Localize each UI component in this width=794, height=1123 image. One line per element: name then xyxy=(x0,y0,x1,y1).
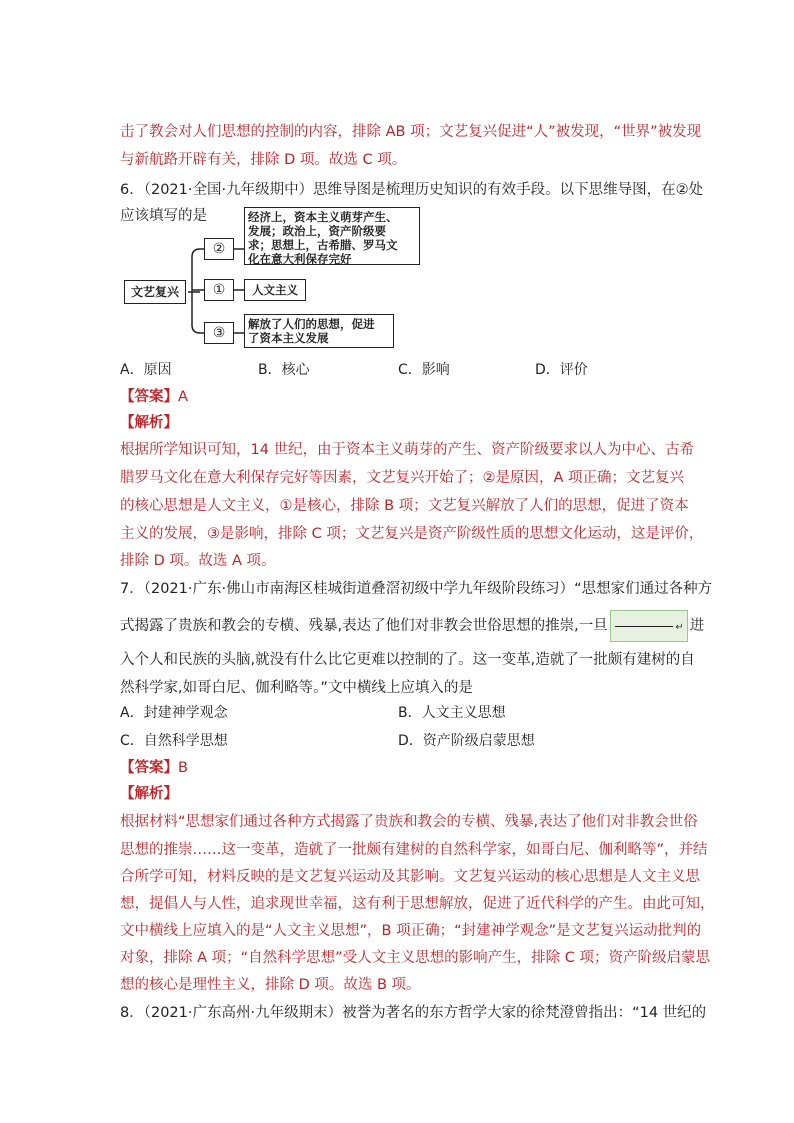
q6-option-b: B．核心 xyxy=(258,362,310,378)
mind-map-figure xyxy=(120,205,420,355)
mind-map-node-2: ② xyxy=(204,238,234,260)
q7-option-b: B．人文主义思想 xyxy=(398,705,506,721)
return-mark-icon: ↵ xyxy=(675,622,684,633)
q7-analysis-line-2: 思想的推崇……这一变革，造就了一批颇有建树的自然科学家，如哥白尼、伽利略等”，并结 xyxy=(120,842,708,858)
q7-stem-line-2 xyxy=(120,610,705,642)
q6-analysis-label: 【解析】 xyxy=(120,415,178,431)
q7-analysis-line-6: 对象，排除 A 项；“自然科学思想”受人文主义思想的影响产生，排除 C 项；资产阶级启蒙思 xyxy=(120,950,711,966)
q7-analysis-line-1: 根据材料“思想家们通过各种方式揭露了贵族和教会的专横、残暴,表达了他们对非教会世俗 xyxy=(120,814,698,830)
q6-analysis-line-2: 腊罗马文化在意大利保存完好等因素，文艺复兴开始了；②是原因，A 项正确；文艺复兴 xyxy=(120,470,685,486)
mind-map-node-1: ① xyxy=(204,279,234,301)
q6-analysis-line-1: 根据所学知识可知，14 世纪，由于资本主义萌芽的产生、资产阶级要求以人为中心、古希 xyxy=(120,442,695,458)
q6-answer-label: 【答案】 xyxy=(120,389,178,405)
q6-option-d: D．评价 xyxy=(535,362,588,378)
mind-map-root: 文艺复兴 xyxy=(124,280,186,304)
q7-option-a: A．封建神学观念 xyxy=(120,705,228,721)
q7-answer-label: 【答案】 xyxy=(120,760,178,776)
q7-analysis-line-4: 想，提倡人与人性，追求现世幸福，这有利于思想解放，促进了近代科学的产生。由此可知， xyxy=(120,896,715,912)
mind-map-box-causes-line-3: 求；思想上，古希腊、罗马文 xyxy=(248,238,398,252)
mind-map-box-causes-line-1: 经济上，资本主义萌芽产生、 xyxy=(248,210,398,224)
q7-stem-line-1: 7．（2021·广东·佛山市南海区桂城街道叠滘初级中学九年级阶段练习）“思想家们通过各种方 xyxy=(120,581,713,597)
mind-map-box-causes-line-4: 化在意大利保存完好 xyxy=(248,252,352,266)
q6-answer-value: A xyxy=(178,389,188,405)
q6-stem-line-1: 6．（2021·全国·九年级期中）思维导图是梳理历史知识的有效手段。以下思维导图，在②处 xyxy=(120,182,704,198)
q7-option-c: C．自然科学思想 xyxy=(120,733,228,749)
q6-analysis-line-5: 排除 D 项。故选 A 项。 xyxy=(120,553,276,569)
q7-analysis-line-3: 合所学可知，材料反映的是文艺复兴运动及其影响。文艺复兴运动的核心思想是人文主义思 xyxy=(120,869,700,885)
q7-answer xyxy=(120,758,680,778)
carryover-line-1: 击了教会对人们思想的控制的内容，排除 AB 项；文艺复兴促进“人”被发现，“世界”被发现 xyxy=(120,124,702,140)
q6-option-c: C．影响 xyxy=(398,362,450,378)
mind-map-node-3: ③ xyxy=(204,322,234,344)
q6-answer xyxy=(120,387,680,407)
mind-map-box-impact-line-2: 了资本主义发展 xyxy=(248,331,329,345)
mind-map-box-impact-line-1: 解放了人们的思想，促进 xyxy=(248,317,375,331)
q7-analysis-line-7: 想的核心是理性主义，排除 D 项。故选 B 项。 xyxy=(120,977,421,993)
mind-map-box-causes-line-2: 发展；政治上，资产阶级要 xyxy=(248,224,386,238)
q7-option-d: D．资产阶级启蒙思想 xyxy=(398,733,535,749)
q7-stem-line-2-a: 式揭露了贵族和教会的专横、残暴,表达了他们对非教会世俗思想的推崇,一旦 xyxy=(120,618,608,634)
q7-stem-line-4: 然科学家,如哥白尼、伽利略等。”文中横线上应填入的是 xyxy=(120,680,473,696)
q7-fill-blank xyxy=(610,610,688,642)
q7-analysis-line-5: 文中横线上应填入的是“人文主义思想”，B 项正确；“封建神学观念”是文艺复兴运动批判的 xyxy=(120,923,702,939)
q7-analysis-label: 【解析】 xyxy=(120,786,178,802)
q6-stem-line-2: 应该填写的是 xyxy=(120,208,207,224)
mind-map-box-causes xyxy=(244,207,420,265)
q6-analysis-line-4: 主义的发展，③是影响，排除 C 项；文艺复兴是资产阶级性质的思想文化运动，这是评价， xyxy=(120,526,704,542)
q7-answer-value: B xyxy=(178,760,188,776)
q6-analysis-line-3: 的核心思想是人文主义，①是核心，排除 B 项；文艺复兴解放了人们的思想，促进了资本 xyxy=(120,498,689,514)
q7-stem-line-2-b: 进 xyxy=(689,618,705,634)
q8-stem-line-1: 8．（2021·广东高州·九年级期末）被誉为著名的东方哲学大家的徐梵澄曾指出：“14 世纪的 xyxy=(120,1005,707,1021)
mind-map-box-core: 人文主义 xyxy=(244,279,306,301)
q7-stem-line-3: 入个人和民族的头脑,就没有什么比它更难以控制的了。这一变革,造就了一批颇有建树的自 xyxy=(120,652,695,668)
q6-option-a: A．原因 xyxy=(120,362,172,378)
carryover-line-2: 与新航路开辟有关，排除 D 项。故选 C 项。 xyxy=(120,152,407,168)
mind-map-box-impact xyxy=(244,314,394,348)
